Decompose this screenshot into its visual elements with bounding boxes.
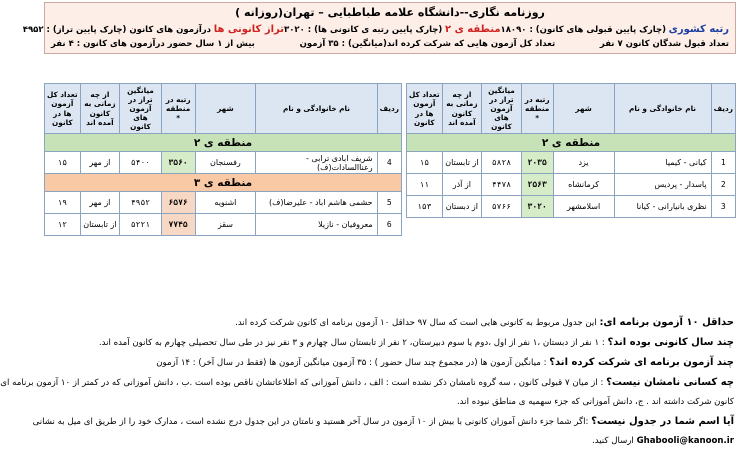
national-rank [501,24,729,35]
page-title: روزنامه نگاری--دانشگاه علامه طباطبایی – تهران(روزانه ) [235,6,545,19]
col-taraz: میانگین تراز در آزمون های کانون [482,84,522,134]
notes-section [0,313,734,451]
contact-email[interactable]: Ghabooli@kanoon.ir [636,436,734,446]
note-4-cont: کانون شرکت داشته اند . ج، دانش آموزانی که جزء سهمیه ی مناطق نبوده اند. [456,397,734,407]
note-5-cont [46,432,734,451]
note-4-question: چه کسانی نامشان نیست؟ [606,377,734,388]
cell-row: 3 [711,196,735,218]
table-row [407,152,736,174]
cell-since: از دبستان [442,196,482,218]
cell-city: سقز [195,214,256,236]
cell-name: پاسدار - پردیس [614,174,711,196]
note-3-text: : میانگین آزمون ها (در مجموع چند سال حضور ) : ۳۵ آزمون میانگین آزمون ها (فقط در سال آخر) : ۱۴ آزمون [156,358,550,368]
national-rank-label: رتبه کشوری [668,24,729,35]
table-header-row [407,84,736,134]
cell-rank: ۳۰۲۰ [521,196,553,218]
zone-rank-text: (چارک پایین رتبه ی کانونی ها) : ۳۰۲۰ [284,25,443,35]
cell-total: ۱۹ [45,192,81,214]
cell-since: از مهر [80,192,120,214]
cell-row: 1 [711,152,735,174]
cell-row: 4 [377,152,401,174]
accepted-count: تعداد قبول شدگان کانون ۷ نفر [599,39,729,49]
cell-row: 2 [711,174,735,196]
col-total: تعداد کل آزمون ها در کانون [407,84,443,134]
results-table-left [44,83,402,236]
table-row [407,196,736,218]
col-city: شهر [553,84,614,134]
note-1-question: حداقل ۱۰ آزمون برنامه ای: [599,317,734,328]
table-row [45,152,402,174]
col-name: نام خانوادگی و نام [614,84,711,134]
note-5 [32,412,734,432]
cell-name: معروفیان - نازیلا [256,214,377,236]
header-row-1 [22,24,729,35]
zone-row [407,134,736,152]
cell-name: شریف ابادی ترابی - رعناالسادات(ف) [256,152,377,174]
col-since: از چه زمانی به کانون آمده اند [80,84,120,134]
cell-taraz: ۴۴۷۸ [482,174,522,196]
cell-since: از آذر [442,174,482,196]
exams-count: تعداد کل آزمون هایی که شرکت کرده اند(میانگین) : ۳۵ آزمون [299,39,556,49]
col-city: شهر [195,84,256,134]
col-row: ردیف [377,84,401,134]
cell-rank: ۷۷۴۵ [161,214,195,236]
note-5-text: :اگر شما جزء دانش آموزان کانونی با بیش از ۱۰ آزمون در سال آخر هستید و نامتان در این جدول درج نشده است ، مدارک خود را از طریق ای میل به نشانی [32,417,592,427]
cell-taraz: ۵۷۶۶ [482,196,522,218]
col-taraz: میانگین تراز در آزمون های کانون [120,84,162,134]
cell-rank: ۶۵۷۶ [161,192,195,214]
note-5-question: آیا اسم شما در جدول نیست؟ [591,416,734,427]
zone-label: منطقه ی ۲ [407,134,736,152]
header-row-2 [51,39,729,49]
cell-since: از مهر [80,152,120,174]
results-table-right [406,83,736,218]
note-4 [0,373,734,393]
note-1 [46,313,734,333]
cell-row: 5 [377,192,401,214]
taraz-text: درآزمون های کانون (چارک پایین تراز) : ۴۹۵۲ [22,25,212,35]
cell-total: ۱۱ [407,174,443,196]
note-1-text: این جدول مربوط به کانونی هایی است که سال ۹۷ حداقل ۱۰ آزمون برنامه ای کانون شرکت کرده اند. [235,318,600,328]
zone-row [45,134,402,152]
cell-name: حشمی هاشم اباد - علیرضا(ف) [256,192,377,214]
cell-taraz: ۵۲۲۱ [120,214,162,236]
col-since: از چه زمانی به کانون آمده اند [442,84,482,134]
cell-city: کرمانشاه [553,174,614,196]
col-name: نام خانوادگی و نام [256,84,377,134]
national-rank-text: (چارک پایین قبولی های کانون) : ۱۸۰۹۰ [500,25,666,35]
cell-total: ۱۵۳ [407,196,443,218]
cell-taraz: ۵۴۰۰ [120,152,162,174]
note-2-text: : ۱ نفر از دبستان ،۱ نفر از اول ،دوم یا سوم دبیرستان، ۲ نفر از تابستان سال چهارم و ۳ نفر نیز در طی سال تحصیلی چهارم به کانون آمده اند. [98,338,608,348]
attendance-count: بیش از ۱ سال حضور درآزمون های کانون : ۴ نفر [51,39,255,49]
cell-rank: ۳۵۶۰ [161,152,195,174]
note-2 [46,333,734,353]
table-row [407,174,736,196]
cell-rank: ۲۵۶۳ [521,174,553,196]
note-2-question: چند سال کانونی بوده اند؟ [607,337,734,348]
zone-rank [284,24,501,35]
zone-row [45,174,402,192]
cell-since: از تابستان [80,214,120,236]
cell-rank: ۲۰۳۵ [521,152,553,174]
cell-city: یزد [553,152,614,174]
cell-total: ۱۵ [45,152,81,174]
taraz [23,24,284,35]
cell-total: ۱۲ [45,214,81,236]
zone-rank-label: منطقه ی ۲ [445,24,501,35]
col-row: ردیف [711,84,735,134]
col-rank: رتبه در منطقه * [161,84,195,134]
table-row [45,214,402,236]
cell-name: کیانی - کیمیا [614,152,711,174]
zone-label: منطقه ی ۳ [45,174,402,192]
cell-taraz: ۴۹۵۲ [120,192,162,214]
cell-row: 6 [377,214,401,236]
note-4-text: : از میان ۷ قبولی کانون ، سه گروه نامشان ذکر نشده است : الف ، دانش آموزانی که اطلاعاتشان ناقص بوده است .ب ، دانش آموزانی که در کمتر از ۱۰ آزمون برنامه ای [0,378,607,388]
zone-label: منطقه ی ۲ [45,134,402,152]
cell-taraz: ۵۸۲۸ [482,152,522,174]
table-header-row [45,84,402,134]
cell-name: نظری بانیارانی - کیانا [614,196,711,218]
table-row [45,192,402,214]
cell-total: ۱۵ [407,152,443,174]
cell-city: اسلامشهر [553,196,614,218]
cell-since: از تابستان [442,152,482,174]
cell-city: رفسنجان [195,152,256,174]
taraz-label: تراز کانونی ها [213,24,285,35]
note-3-question: چند آزمون برنامه ای شرکت کرده اند؟ [549,357,734,368]
col-total: تعداد کل آزمون ها در کانون [45,84,81,134]
col-rank: رتبه در منطقه * [521,84,553,134]
cell-city: اشنویه [195,192,256,214]
header-block [22,2,736,54]
note-5-end: ارسال کنید. [591,436,637,446]
note-3 [46,353,734,373]
